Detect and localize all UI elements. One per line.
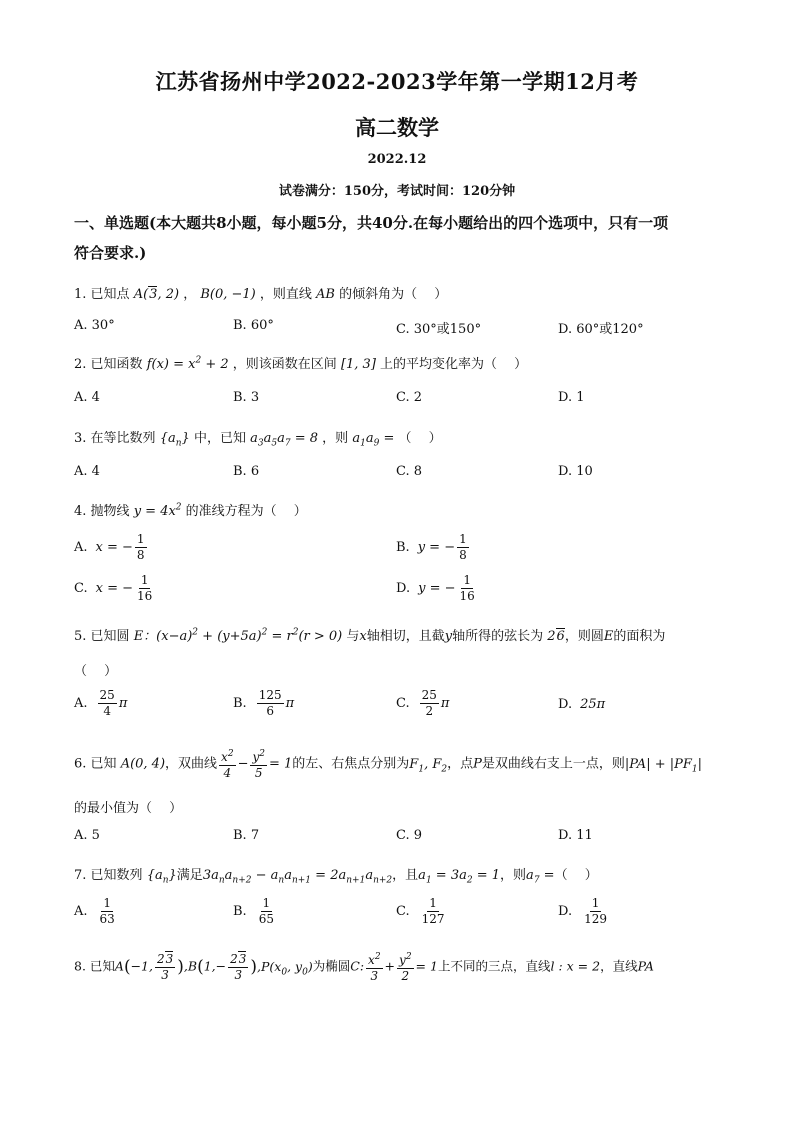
q6-option-b: B. 7 — [233, 828, 260, 843]
question-7: 7. 已知数列 $\{a_n\}$满足$3a_na_{n+2} - a_na_{n+1} = 2a_{n+1}a_{n+2}$，且$a_1 = 3a_2 = 1$，则$a_7$ =（ ） — [74, 868, 598, 886]
question-1: 1. 已知点 A(3, 2) ， B(0, −1) ，则直线 AB 的倾斜角为（ ） — [74, 287, 448, 302]
q7-option-d: D. $\frac{1}{129}$ — [558, 896, 607, 926]
q4-option-c: C. x = − $\frac{1}{16}$ — [74, 573, 153, 603]
formula: [1, 3] — [340, 357, 376, 372]
q4-option-b: B. y = − $\frac{1}{8}$ — [396, 532, 467, 562]
q2-option-c: C. 2 — [396, 390, 423, 405]
q2-option-b: B. 3 — [233, 390, 260, 405]
formula: E：$(x-a)^2 + (y+5a)^2 = r^2(r > 0)$ — [133, 627, 343, 644]
question-2: 2. 已知函数 $f(x) = x^2 + 2$ ，则该函数在区间 [1, 3] 上的平均变化率为（ ） — [74, 355, 528, 372]
formula: $y = 4x^2$ — [133, 502, 182, 519]
q5-option-b: B. $\frac{125}{6}$ π — [233, 688, 295, 718]
exam-date: 2022.12 — [367, 152, 427, 167]
q3-option-a: A. 4 — [74, 464, 100, 479]
q1-option-d: D. 60°或120° — [558, 322, 644, 337]
question-5-paren: （ ） — [74, 664, 118, 679]
q2-option-a: A. 4 — [74, 390, 100, 405]
q6-option-d: D. 11 — [558, 828, 593, 843]
formula: $\{a_n\}$ — [159, 431, 190, 449]
section-heading-line1: 一、单选题(本大题共8小题，每小题5分，共40分.在每小题给出的四个选项中，只有一项 — [74, 214, 669, 232]
q4-option-d: D. y = − $\frac{1}{16}$ — [396, 573, 475, 603]
formula: A(0, 4) — [120, 756, 166, 772]
q4-option-a: A. x = − $\frac{1}{8}$ — [74, 532, 145, 562]
question-6: 6. 已知 A(0, 4)，双曲线 $\frac{x^2}{4}$ − $\frac{y^2}{5}$ = 1的左、右焦点分别为$F_1$, $F_2$，点P是双曲线右支上一点，则$|PA| + |PF_1|$ — [74, 749, 703, 780]
exam-info: 试卷满分：150分，考试时间：120分钟 — [278, 184, 516, 199]
formula: $a_1a_9$ = — [352, 431, 395, 449]
question-5: 5. 已知圆 E：$(x-a)^2 + (y+5a)^2 = r^2(r > 0)$ 与x轴相切，且截y轴所得的弦长为 26，则圆E的面积为 — [74, 627, 666, 644]
q6-option-c: C. 9 — [396, 828, 423, 843]
q5-option-d: D. 25π — [558, 697, 606, 712]
q5-option-c: C. $\frac{25}{2}$ π — [396, 688, 450, 718]
q3-option-c: C. 8 — [396, 464, 423, 479]
q1-option-a: A. 30° — [74, 318, 115, 333]
q1-option-c: C. 30°或150° — [396, 322, 482, 337]
question-8: 8. 已知A(−1, $\frac{23}{3}$ ),B(1,− $\frac{23}{3}$ )$,P(x_0$, $y_0$)为椭圆C: $\frac{x^2}{3}$ + $\frac{y^2}{2}$ = 1上不同的三点，直线l : x = 2，直线PA — [74, 951, 654, 983]
formula: $f(x) = x^2 + 2$ — [146, 355, 229, 372]
exam-subject: 高二数学 — [355, 115, 439, 140]
formula: $a_3a_5a_7 = 8$ — [250, 431, 319, 449]
formula: 26 — [547, 629, 565, 644]
question-6-line2: 的最小值为（ ） — [74, 801, 183, 816]
formula: AB — [316, 287, 335, 302]
q7-option-b: B. $\frac{1}{65}$ — [233, 896, 274, 926]
q2-option-d: D. 1 — [558, 390, 585, 405]
section-heading-line2: 符合要求.) — [74, 244, 147, 262]
formula: $\{a_n\}$ — [146, 868, 177, 886]
q7-option-a: A. $\frac{1}{63}$ — [74, 896, 115, 926]
section-heading — [74, 208, 734, 268]
question-4: 4. 抛物线 $y = 4x^2$ 的准线方程为（ ） — [74, 502, 307, 519]
q3-option-b: B. 6 — [233, 464, 260, 479]
q7-option-c: C. $\frac{1}{127}$ — [396, 896, 445, 926]
formula: A(3, 2) — [133, 287, 180, 302]
exam-title: 江苏省扬州中学2022-2023学年第一学期12月考 — [155, 69, 639, 94]
q6-option-a: A. 5 — [74, 828, 100, 843]
formula: B(0, −1) — [200, 287, 256, 302]
q3-option-d: D. 10 — [558, 464, 593, 479]
question-3: 3. 在等比数列 $\{a_n\}$ 中，已知 $a_3a_5a_7 = 8$ ，则 $a_1a_9$ = （ ） — [74, 431, 442, 449]
q5-option-a: A. $\frac{25}{4}$ π — [74, 688, 128, 718]
q1-option-b: B. 60° — [233, 318, 274, 333]
